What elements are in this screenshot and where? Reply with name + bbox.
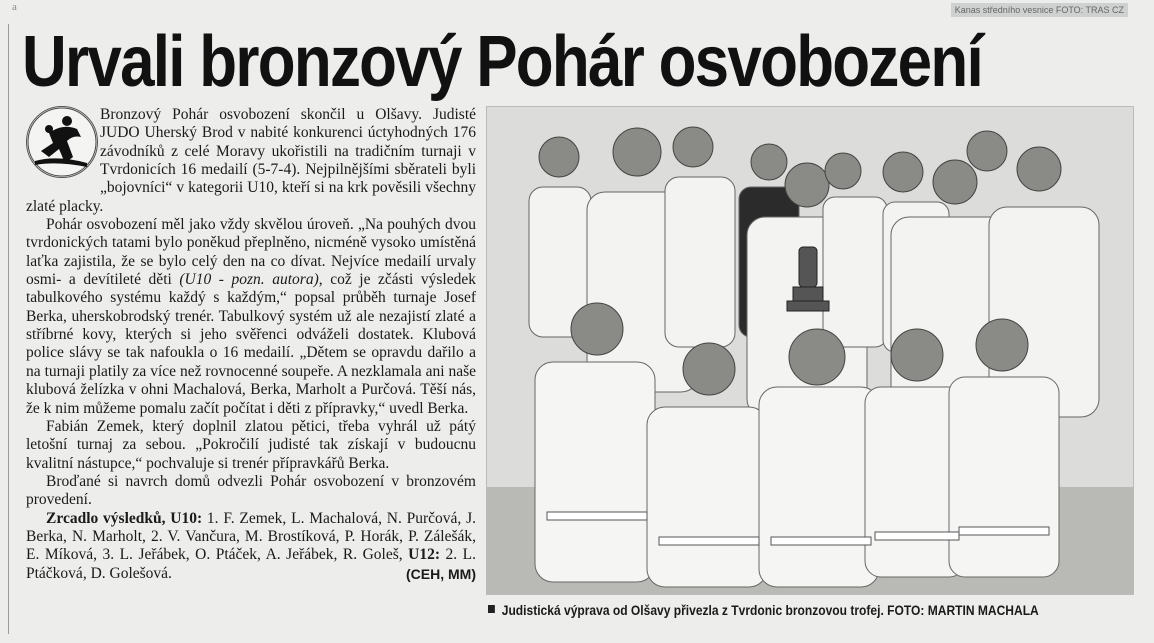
top-bleed-strip [12,0,1142,18]
judo-logo [26,106,100,182]
column-divider [8,24,9,634]
team-photo [486,106,1134,595]
square-bullet-icon [488,605,495,613]
paragraph-2a: Pohár osvobození měl jako vždy skvělou úroveň. „Na pouhých dvou tvrdonických tatami bylo poněkud přeplněno, nicméně vysoko umístěná laťka zajistila, že se bylo celý den na co dívat. Nejvíce medailí urvaly osmi- a devítileté děti [26,216,476,289]
photo-caption [488,600,1056,622]
judo-throw-icon [26,106,98,178]
results-label: Zrcadlo výsledků, U10: [46,509,203,527]
team-photo-illustration [487,107,1133,594]
paragraph-2b: , což je zčásti výsledek tabulkového systému každý s každým,“ popsal průběh turnaje Josef Berka, uherskobrodský trenér. Tabulkový systém už ale nezajistí zlaté a stříbrné kovy, kterých si jeho svěřenci odváželi dostatek. Klubová police slávy se tak nafoukla o 16 medailí. „Dětem se opravdu dařilo a na turnaji platily za více než rovnocenné soupeře. A nezklamala ani naše klubová želízka v ohni Machalová, Berka, Marholt a Purčová. Těší nás, že k nim můžeme pomalu začít počítat i děti z přípravky,“ uvedl Berka. [26,271,476,417]
lead-paragraph-2: Nejpilnějšími sběrateli byli „bojovníci“ v kategorii U10, kteří si na krk pověsili všechny zlaté placky. [26,161,476,215]
photo-caption-text: Judistická výprava od Olšavy přivezla z Tvrdonic bronzovou trofej. FOTO: MARTIN MACHALA [501,602,1039,618]
bleed-left-text: a [12,1,17,13]
paragraph-2-note: (U10 - pozn. autora) [179,271,319,289]
bleed-right-text: Kanas středního vesnice FOTO: TRAS CZ [951,3,1128,17]
author-credit: (CEH, MM) [406,565,476,582]
results-u12: 2. L. Ptáčková, D. Golešová. [26,546,476,582]
headline: Urvali bronzový Pohár osvobození [22,22,982,102]
results-u10: 1. F. Zemek, L. Machalová, N. Purčová, J. Berka, N. Marholt, 2. V. Vančura, M. Brostíková, P. Horák, P. Zálešák, E. Míková, 3. L. Jeřábek, O. Ptáček, A. Jeřábek, R. Goleš, [26,509,476,564]
paragraph-4: Broďané si navrch domů odvezli Pohár osvobození v bronzovém provedení. [26,472,476,509]
lead-paragraph: Bronzový Pohár osvobození skončil u Olšavy. Judisté JUDO Uherský Brod v nabité konkurenci úctyhodných 176 závodníků z celé Moravy ukořistili na tradičním turnaji v Tvrdonicích 16 medailí (5-7-4). [100,106,476,179]
article-body [26,106,476,624]
u12-label: U12: [408,546,441,564]
paragraph-3: Fabián Zemek, který doplnil zlatou pětici, třeba vyhrál už pátý letošní turnaj za sebou. „Pokročilí judisté tak získají v budoucnu kvalitní nástupce,“ pochvaluje si trenér přípravkářů Berka. [26,417,476,472]
